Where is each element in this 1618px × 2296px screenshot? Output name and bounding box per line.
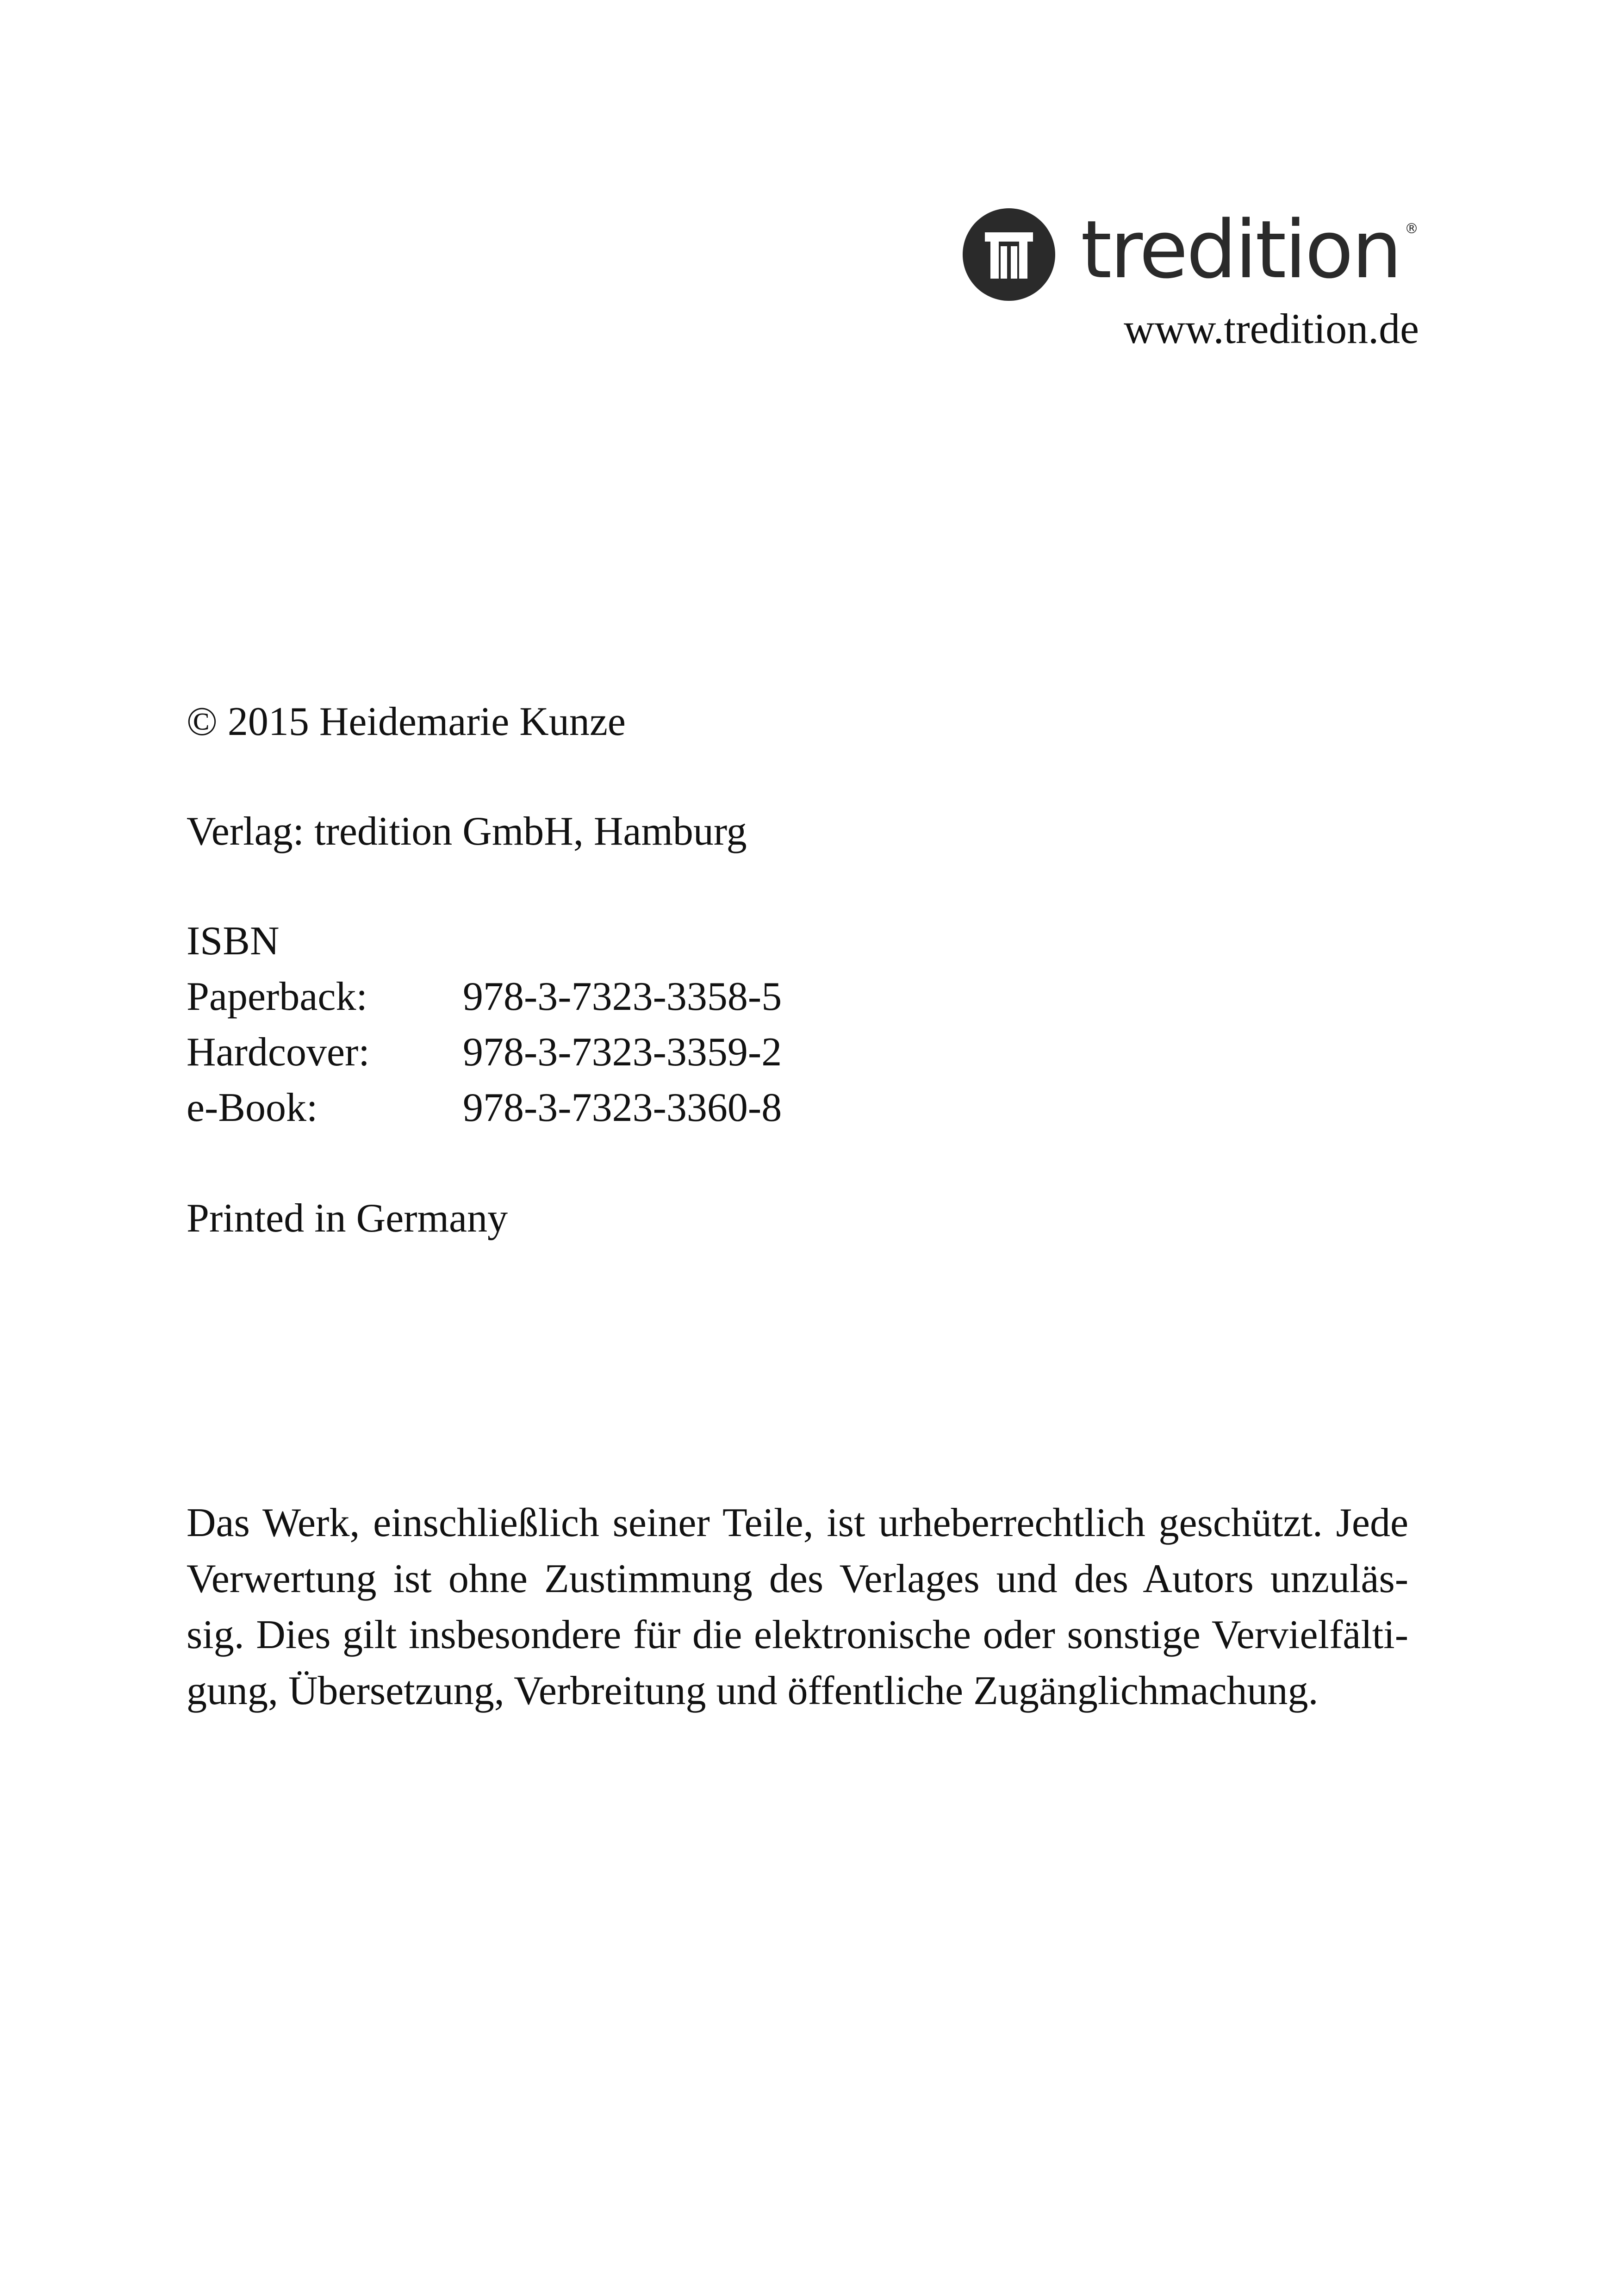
tredition-t-icon [963,208,1055,301]
legal-notice-line: sig. Dies gilt insbesondere für die elektronische oder sonstige Vervielfälti- [187,1612,1408,1657]
isbn-number: 978-3-7323-3360-8 [463,1085,782,1130]
registered-mark: ® [1405,221,1419,237]
isbn-heading: ISBN [187,919,280,964]
isbn-row-hardcover [187,1025,782,1080]
isbn-label: e-Book: [187,1085,318,1130]
copyright-line: © 2015 Heidemarie Kunze [187,699,626,744]
isbn-row-ebook [187,1080,782,1136]
legal-notice-line: Das Werk, einschließlich seiner Teile, ist urheberrechtlich geschützt. Jede [187,1500,1408,1545]
isbn-number: 978-3-7323-3359-2 [463,1030,782,1075]
isbn-number: 978-3-7323-3358-5 [463,974,782,1019]
isbn-block [187,914,782,1136]
logo-wordmark: tredition [1081,203,1400,296]
isbn-label: Hardcover: [187,1030,370,1075]
publisher-line: Verlag: tredition GmbH, Hamburg [187,809,747,854]
legal-notice-line: gung, Übersetzung, Verbreitung und öffentliche Zugänglichmachung. [187,1668,1319,1713]
printed-in-line: Printed in Germany [187,1196,508,1241]
publisher-website: www.tredition.de [1124,305,1419,352]
legal-notice [187,1495,1408,1719]
isbn-row-paperback [187,969,782,1025]
isbn-label: Paperback: [187,974,367,1019]
legal-notice-line: Verwertung ist ohne Zustimmung des Verlages und des Autors unzuläs- [187,1556,1408,1601]
publisher-logo [963,204,1425,305]
